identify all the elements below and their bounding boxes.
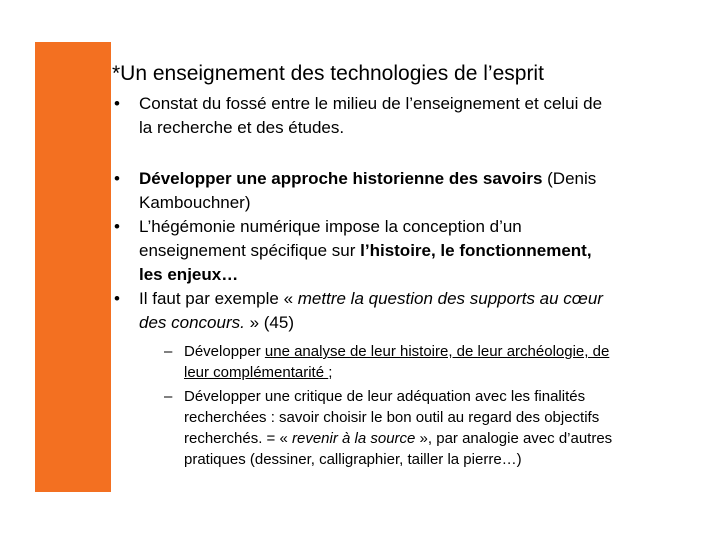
bullet-text-rest: (Denis <box>542 169 597 188</box>
quote-text: mettre la question des supports au cœur <box>297 289 603 308</box>
bullet-text <box>139 311 702 335</box>
quote-text: des concours. <box>139 313 245 332</box>
bullet-text: Constat du fossé entre le milieu de l’enseignement et celui de <box>139 94 603 113</box>
sub-bullet-marker: – <box>164 343 173 360</box>
sub-bullet-text-part: ; <box>328 364 333 381</box>
emphasis-text: les enjeux… <box>139 265 239 284</box>
sub-bullet-text-part: », par analogie avec d’autres <box>415 430 613 447</box>
bullet-text-part: enseignement spécifique sur <box>139 241 361 260</box>
emphasis-text: Développer une approche historienne des savoirs <box>139 169 543 188</box>
sub-bullet-item <box>164 341 702 383</box>
underlined-text: une analyse de leur histoire, de leur archéologie, de <box>264 343 610 360</box>
sub-bullet-text-part: recherchés. = « <box>184 430 292 447</box>
sub-bullet-text <box>184 362 702 383</box>
bullet-text <box>139 239 702 263</box>
slide-content <box>112 92 702 470</box>
underlined-text: leur complémentarité <box>184 364 329 381</box>
slide-title: *Un enseignement des technologies de l’esprit <box>112 62 544 85</box>
bullet-text: Kambouchner) <box>139 193 251 212</box>
emphasis-text: l’histoire, le fonctionnement, <box>360 241 592 260</box>
sub-bullet-text: pratiques (dessiner, calligraphier, tailler la pierre…) <box>184 451 522 468</box>
sub-bullet-text: recherchées : savoir choisir le bon outil au regard des objectifs <box>184 409 600 426</box>
sub-bullet-text: Développer une critique de leur adéquation avec les finalités <box>184 388 586 405</box>
spacer <box>112 140 702 167</box>
bullet-text: la recherche et des études. <box>139 118 345 137</box>
bullet-text-part: » (45) <box>244 313 294 332</box>
bullet-item <box>112 215 702 287</box>
sub-bullet-marker: – <box>164 388 173 405</box>
bullet-text <box>139 167 702 191</box>
sub-bullet-list <box>164 341 702 470</box>
quote-text: revenir à la source <box>291 430 416 447</box>
sub-bullet-text <box>184 428 702 449</box>
bullet-marker: • <box>114 217 120 236</box>
accent-bar <box>35 42 111 492</box>
bullet-text <box>139 287 702 311</box>
bullet-item <box>112 92 702 140</box>
bullet-marker: • <box>114 289 120 308</box>
bullet-text: L’hégémonie numérique impose la conception d’un <box>139 217 522 236</box>
bullet-marker: • <box>114 94 120 113</box>
bullet-item <box>112 167 702 215</box>
sub-bullet-text-part: Développer <box>184 343 265 360</box>
bullet-marker: • <box>114 169 120 188</box>
sub-bullet-item <box>164 386 702 470</box>
bullet-item <box>112 287 702 335</box>
sub-bullet-text <box>184 341 702 362</box>
bullet-text-part: Il faut par exemple « <box>139 289 298 308</box>
